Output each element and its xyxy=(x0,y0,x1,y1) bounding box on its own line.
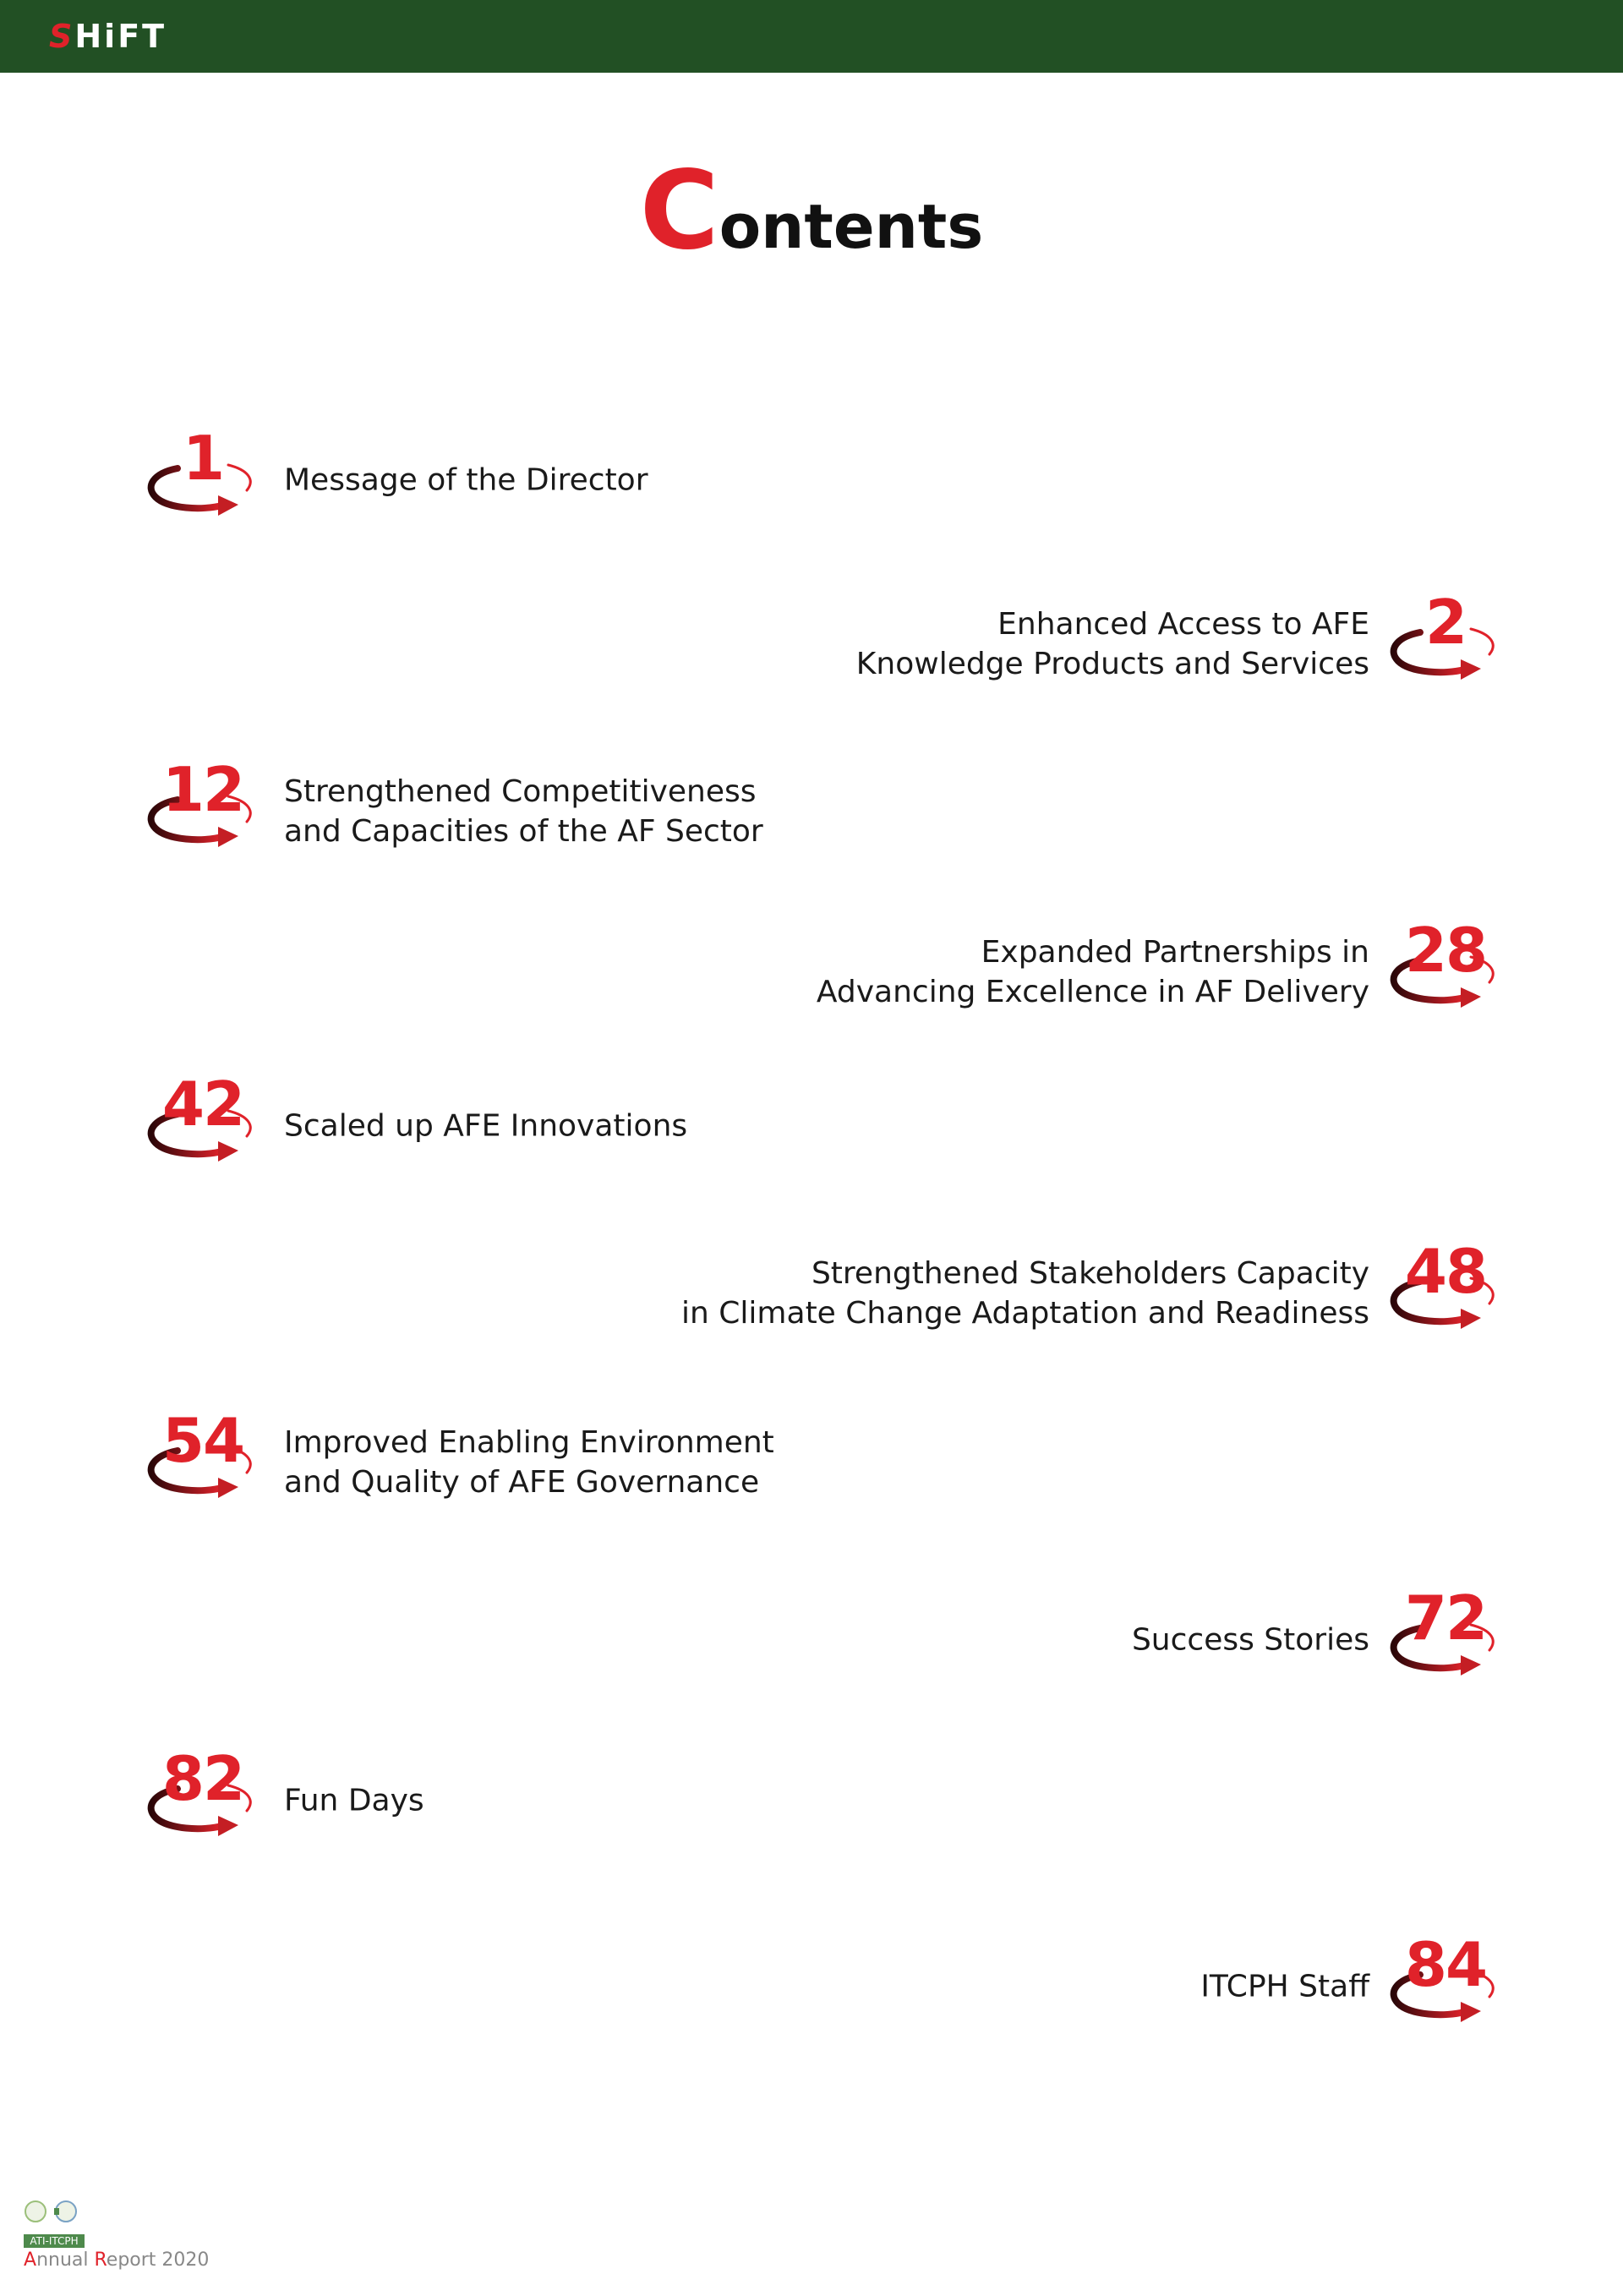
contents-entry[interactable] xyxy=(609,585,1505,703)
page-title: Contents xyxy=(639,148,984,274)
section-title xyxy=(284,1107,687,1146)
page-number: 12 xyxy=(161,754,244,825)
section-title xyxy=(284,772,763,851)
contents-entry[interactable] xyxy=(609,1234,1505,1353)
section-title-line: Improved Enabling Environment xyxy=(284,1425,774,1460)
page-number: 1 xyxy=(182,423,224,494)
page-number-badge xyxy=(1386,913,1505,1031)
page-number-badge xyxy=(144,1741,262,1860)
page-number: 72 xyxy=(1404,1583,1487,1654)
section-title xyxy=(1132,1621,1369,1660)
footer-report-label: Annual Report 2020 xyxy=(24,2250,210,2271)
section-title-line: Success Stories xyxy=(1131,1622,1369,1658)
section-title-line: Strengthened Competitiveness xyxy=(284,774,757,809)
page-number: 48 xyxy=(1404,1236,1487,1307)
section-title xyxy=(284,461,648,500)
page-number-badge xyxy=(1386,1234,1505,1353)
section-title-line: Strengthened Stakeholders Capacity xyxy=(811,1256,1369,1291)
page-number-badge xyxy=(144,1067,262,1185)
contents-entry[interactable] xyxy=(144,421,904,539)
contents-entry[interactable] xyxy=(144,1741,904,1860)
page-number-badge xyxy=(144,421,262,539)
certification-logos xyxy=(22,2198,90,2228)
page-number: 54 xyxy=(161,1405,244,1476)
section-title-line: and Capacities of the AF Sector xyxy=(284,814,763,849)
section-title xyxy=(856,604,1369,684)
shift-logo: SHiFT xyxy=(49,18,167,55)
section-title-line: Knowledge Products and Services xyxy=(855,647,1369,681)
contents-entry[interactable] xyxy=(144,1403,904,1522)
page-number: 84 xyxy=(1404,1929,1487,2000)
section-title xyxy=(1200,1967,1369,2007)
section-title-line: and Quality of AFE Governance xyxy=(284,1465,760,1500)
page-number-badge xyxy=(144,752,262,871)
contents-entry[interactable] xyxy=(609,913,1505,1031)
page-number-badge xyxy=(1386,1581,1505,1699)
section-title xyxy=(284,1423,774,1502)
page-number: 28 xyxy=(1404,915,1487,986)
section-title-line: Fun Days xyxy=(284,1783,424,1818)
section-title-line: Expanded Partnerships in xyxy=(981,935,1369,970)
ati-itcph-badge: ATI-ITCPH xyxy=(24,2234,85,2248)
contents-entry[interactable] xyxy=(144,752,904,871)
page-number-badge xyxy=(144,1403,262,1522)
section-title-line: Enhanced Access to AFE xyxy=(997,607,1369,642)
contents-entry[interactable] xyxy=(144,1067,904,1185)
section-title xyxy=(284,1781,424,1821)
contents-entry[interactable] xyxy=(609,1581,1505,1699)
contents-entry[interactable] xyxy=(609,1927,1505,2046)
section-title xyxy=(817,932,1369,1012)
section-title-line: Scaled up AFE Innovations xyxy=(284,1108,688,1144)
section-title-line: Advancing Excellence in AF Delivery xyxy=(816,975,1369,1009)
page-number-badge xyxy=(1386,1927,1505,2046)
page-number: 2 xyxy=(1424,587,1467,658)
section-title xyxy=(681,1254,1369,1333)
page-number: 82 xyxy=(161,1743,244,1814)
header-bar xyxy=(0,0,1623,73)
section-title-line: ITCPH Staff xyxy=(1200,1969,1369,2004)
page-number-badge xyxy=(1386,585,1505,703)
page-number: 42 xyxy=(161,1069,244,1140)
section-title-line: in Climate Change Adaptation and Readiness xyxy=(681,1296,1369,1331)
section-title-line: Message of the Director xyxy=(284,462,648,498)
